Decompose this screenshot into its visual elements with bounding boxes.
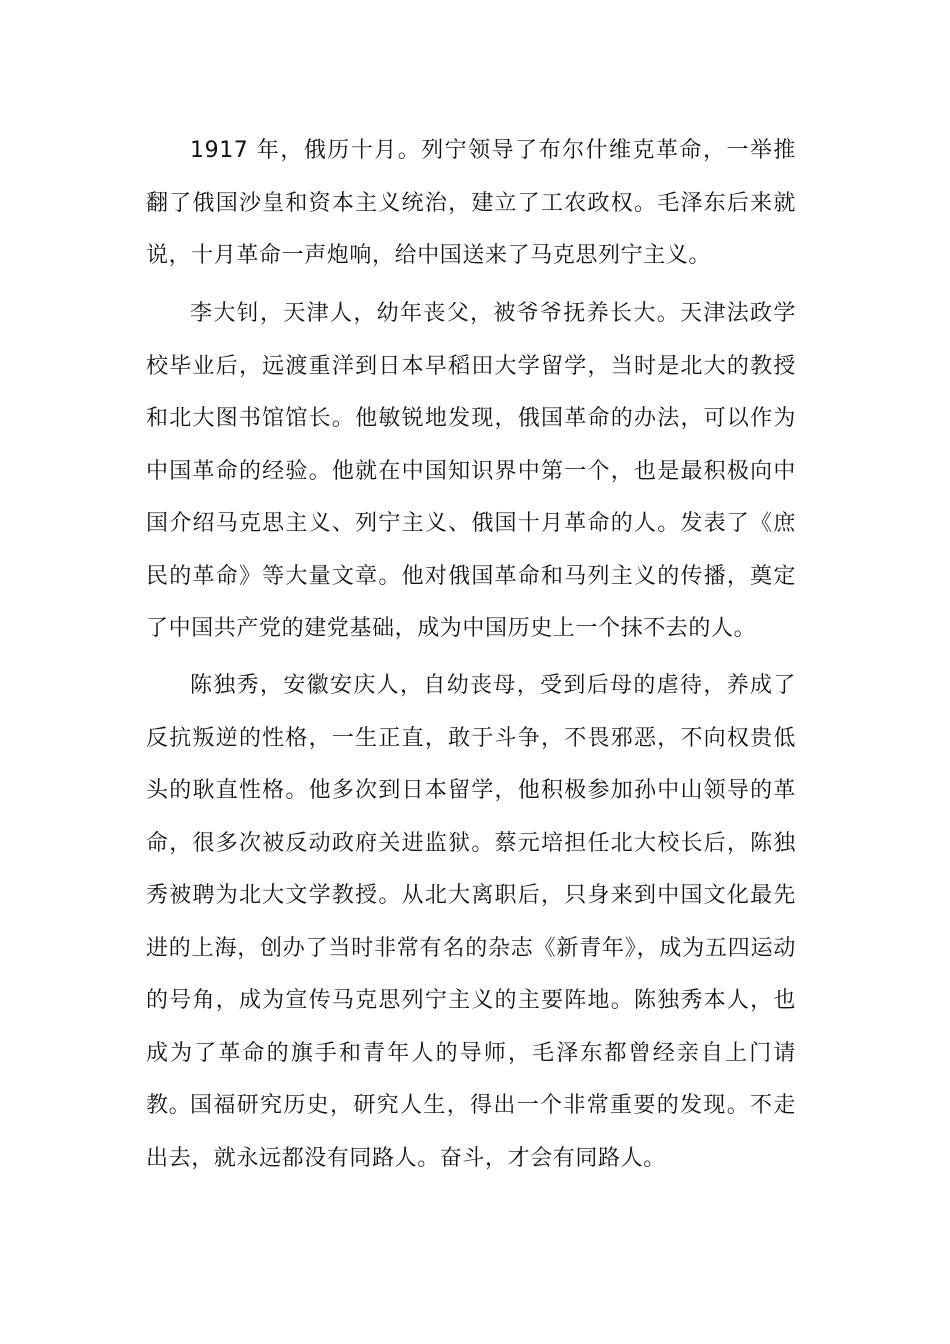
paragraph-october-revolution: 1917 年，俄历十月。列宁领导了布尔什维克革命，一举推翻了俄国沙皇和资本主义统治，建立了工农政权。毛泽东后来就说，十月革命一声炮响，给中国送来了马克思列宁主义。 <box>146 138 796 268</box>
paragraph-conclusion: 国福研究历史，研究人生，得出一个非常重要的发现。不走出去，就永远都没有同路人。奋斗，才会有同路人。 <box>146 1093 796 1171</box>
paragraph-chen-duxiu: 陈独秀，安徽安庆人，自幼丧母，受到后母的虐待，养成了反抗叛逆的性格，一生正直，敢于斗争，不畏邪恶，不向权贵低头的耿直性格。他多次到日本留学，他积极参加孙中山领导的革命，很多次被反动政府关进监狱。蔡元培担任北大校长后，陈独秀被聘为北大文学教授。从北大离职后，只身来到中国文化最先进的上海，创办了当时非常有名的杂志《新青年》，成为五四运动的号角，成为宣传马克思列宁主义的主要阵地。陈独秀本人，也成为了革命的旗手和青年人的导师，毛泽东都曾经亲自上门请教。 <box>146 673 796 1118</box>
paragraph-li-dazhao: 李大钊，天津人，幼年丧父，被爷爷抚养长大。天津法政学校毕业后，远渡重洋到日本早稻田大学留学，当时是北大的教授和北大图书馆馆长。他敏锐地发现，俄国革命的办法，可以作为中国革命的经验。他就在中国知识界中第一个，也是最积极向中国介绍马克思主义、列宁主义、俄国十月革命的人。发表了《庶民的革命》等大量文章。他对俄国革命和马列主义的传播，奠定了中国共产党的建党基础，成为中国历史上一个抹不去的人。 <box>146 301 796 641</box>
